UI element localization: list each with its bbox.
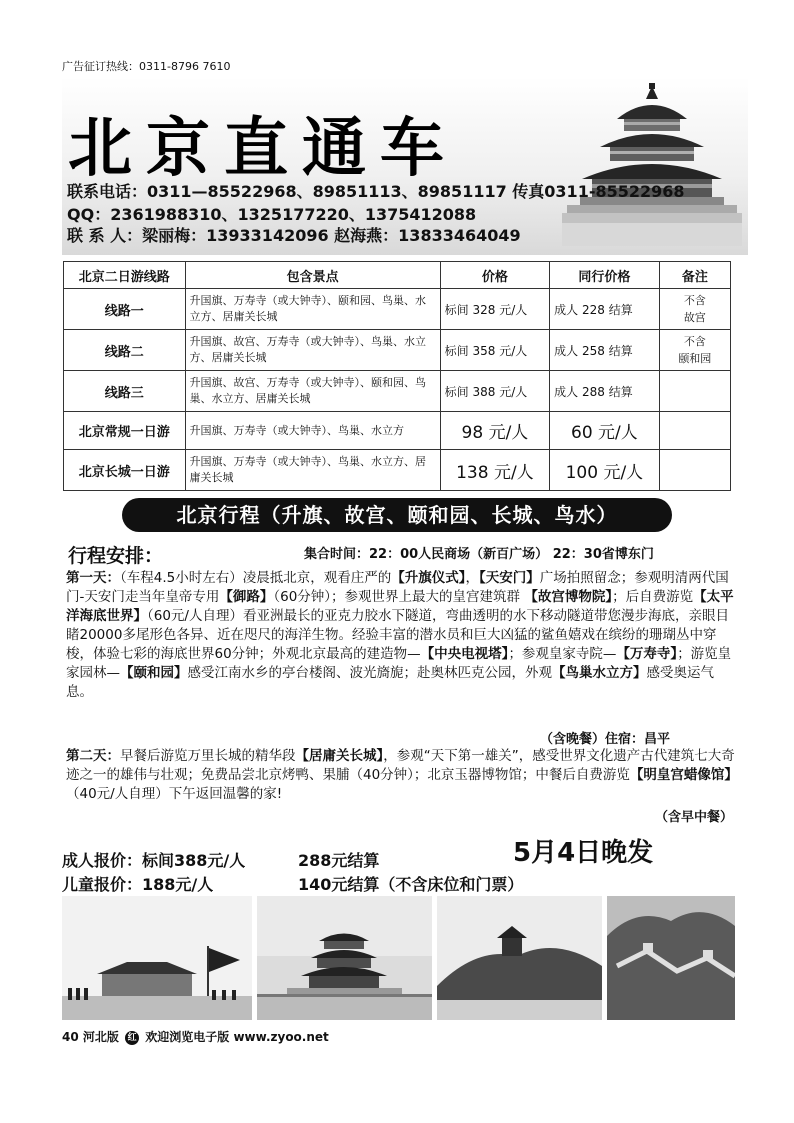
table-row (64, 412, 731, 450)
route-name: 北京长城一日游 (64, 450, 186, 491)
website-link[interactable]: 欢迎浏览电子版 www.zyoo.net (145, 1030, 329, 1044)
header-banner (62, 77, 748, 255)
adult-price: 成人报价：标间388元/人 (62, 851, 246, 870)
route-spots: 升国旗、故宫、万寿寺（或大钟寺）、鸟巢、水立方、居庸关长城 (185, 330, 440, 371)
departure-date: 5月4日晚发 (513, 838, 654, 868)
attraction-tiananmen: 【天安门】 (478, 570, 540, 586)
route-price: 标间 328 元/人 (440, 289, 549, 330)
route-note (659, 412, 730, 450)
gather-time: 集合时间：22：00人民商场（新百广场） 22：30省博东门 (304, 547, 654, 562)
attraction-birds-nest: 【鸟巢水立方】 (552, 665, 647, 681)
col-header-peer-price: 同行价格 (550, 262, 659, 289)
ad-hotline: 广告征订热线：0311-8796 7610 (62, 60, 231, 73)
route-spots: 升国旗、万寿寺（或大钟寺）、鸟巢、水立方 (185, 412, 440, 450)
route-spots: 升国旗、万寿寺（或大钟寺）、鸟巢、水立方、居庸关长城 (185, 450, 440, 491)
contact-line: 联 系 人：梁丽梅：13933142096 赵海燕：13833464049 (67, 226, 521, 245)
route-name: 线路二 (64, 330, 186, 371)
route-price: 98 元/人 (440, 412, 549, 450)
day-two-meals: （含早中餐） (655, 810, 734, 825)
table-header-row (64, 262, 731, 289)
day1-text: 感受江南水乡的亭台楼阁、波光旖旎；赴奥林匹克公园，外观 (187, 665, 552, 681)
route-peer-price: 成人 228 结算 (550, 289, 659, 330)
attraction-flag-raising: 【升旗仪式】 (391, 570, 466, 586)
route-note (659, 371, 730, 412)
table-row (64, 450, 731, 491)
table-row (64, 289, 731, 330)
attraction-palace-museum: 【故宫博物院】 (524, 589, 613, 605)
temple-of-heaven-photo (257, 896, 432, 1020)
edition-label: 河北版 (82, 1030, 119, 1044)
summer-palace-photo (437, 896, 602, 1020)
day1-text: 感受奥运气息。 (66, 665, 714, 700)
col-header-route: 北京二日游线路 (64, 262, 186, 289)
day2-text: 早餐后游览万里长城的精华段 (120, 748, 296, 764)
route-name: 线路一 (64, 289, 186, 330)
page-title: 北京直通车 (68, 111, 458, 186)
route-price: 标间 388 元/人 (440, 371, 549, 412)
attraction-aquarium: 【太平洋海底世界】 (66, 589, 734, 624)
route-note: 不含 颐和园 (659, 330, 730, 371)
route-name: 北京常规一日游 (64, 412, 186, 450)
great-wall-photo (607, 896, 735, 1020)
child-price: 儿童报价：188元/人 (62, 875, 214, 894)
day1-text: ， (465, 570, 479, 586)
route-spots: 升国旗、万寿寺（或大钟寺）、颐和园、鸟巢、水立方、居庸关长城 (185, 289, 440, 330)
day1-text: （车程4.5小时左右）凌晨抵北京，观看庄严的 (120, 570, 392, 586)
attraction-juyongguan: 【居庸关长城】 (295, 748, 384, 764)
day1-text: ；后自费游览 (612, 589, 694, 605)
col-header-spots: 包含景点 (185, 262, 440, 289)
day-two-label: 第二天： (66, 748, 120, 764)
day-one-text (66, 569, 738, 702)
attraction-wanshou-temple: 【万寿寺】 (616, 646, 678, 662)
route-peer-price: 60 元/人 (550, 412, 659, 450)
route-table (63, 261, 731, 491)
col-header-note: 备注 (659, 262, 730, 289)
temple-of-heaven-image (562, 81, 742, 246)
attraction-wax-museum: 【明皇宫蜡像馆】 (629, 767, 738, 783)
day1-text: （60元/人自理）看亚洲最长的亚克力胶水下隧道，弯曲透明的水下移动隧道带您漫步海底，亲眼目睹20000多尾形色各异、近在咫尺的海洋生物。经验丰富的潜水员和巨大凶猛的鲨鱼嬉戏在缤纷的珊瑚丛中穿梭，体验七彩的海底世界60分钟；外观北京最高的建造物— (66, 608, 729, 662)
itinerary-banner: 北京行程（升旗、故宫、颐和园、长城、鸟水） (122, 498, 672, 532)
day1-text: ；游览皇家园林— (66, 646, 732, 681)
qq-line: QQ：2361988310、1325177220、1375412088 (67, 205, 477, 224)
attraction-cctv-tower: 【中央电视塔】 (420, 646, 509, 662)
route-note: 不含 故宫 (659, 289, 730, 330)
day1-text: （60分钟）；参观世界上最大的皇宫建筑群 (273, 589, 525, 605)
page-number: 40 (62, 1030, 79, 1044)
table-row (64, 371, 731, 412)
child-settle-price: 140元结算（不含床位和门票） (298, 875, 524, 894)
day1-text: ；参观皇家寺院— (508, 646, 617, 662)
schedule-heading: 行程安排： (68, 545, 164, 567)
day-one-label: 第一天： (66, 570, 120, 586)
adult-settle-price: 288元结算 (298, 851, 380, 870)
brand-logo-icon: 红 (125, 1031, 139, 1045)
attraction-imperial-road: 【御路】 (219, 589, 274, 605)
route-price: 138 元/人 (440, 450, 549, 491)
route-spots: 升国旗、故宫、万寿寺（或大钟寺）、颐和园、鸟巢、水立方、居庸关长城 (185, 371, 440, 412)
page-footer (62, 1028, 329, 1045)
day-two-text (66, 747, 738, 804)
day2-text: （40元/人自理）下午返回温馨的家! (66, 786, 283, 802)
route-peer-price: 100 元/人 (550, 450, 659, 491)
phone-line: 联系电话：0311—85522968、89851113、89851117 传真0311-85522968 (67, 182, 685, 201)
route-price: 标间 358 元/人 (440, 330, 549, 371)
col-header-price: 价格 (440, 262, 549, 289)
route-name: 线路三 (64, 371, 186, 412)
route-peer-price: 成人 258 结算 (550, 330, 659, 371)
tiananmen-photo (62, 896, 252, 1020)
route-peer-price: 成人 288 结算 (550, 371, 659, 412)
day-one-meal-lodging: （含晚餐）住宿：昌平 (540, 732, 671, 747)
attraction-summer-palace: 【颐和园】 (120, 665, 188, 681)
day1-text: 广场拍照留念；参观明清两代国门-天安门走当年皇帝专用 (66, 570, 729, 605)
route-note (659, 450, 730, 491)
day2-text: ，参观“天下第一雄关”，感受世界文化遗产古代建筑七大奇迹之一的雄伟与壮观；免费品尝北京烤鸭、果脯（40分钟）；北京玉器博物馆；中餐后自费游览 (66, 748, 735, 783)
table-row (64, 330, 731, 371)
